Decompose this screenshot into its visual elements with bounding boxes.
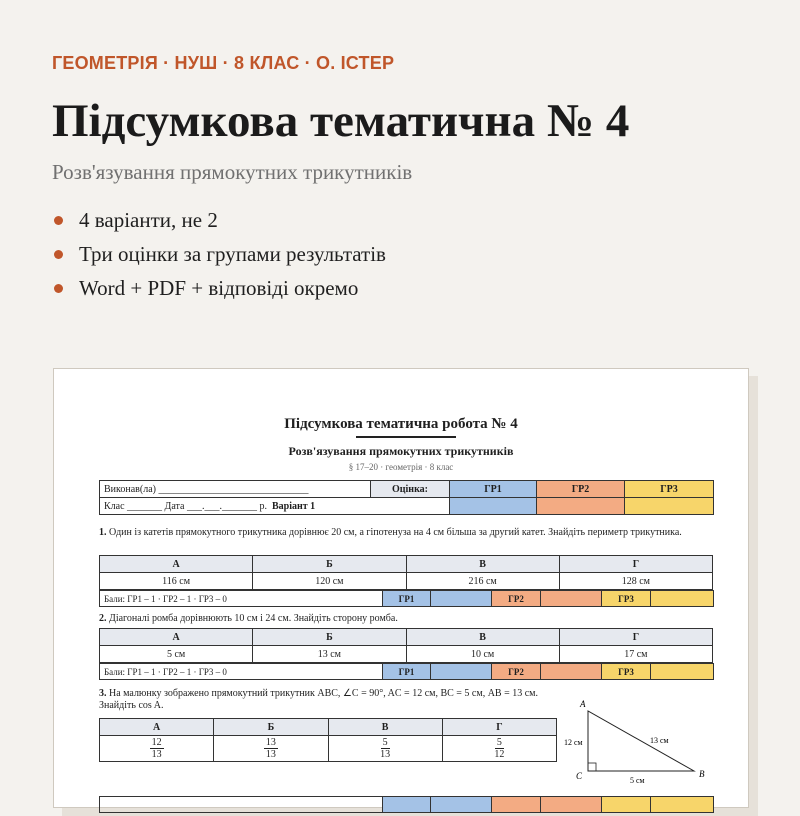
answer-cell [328,736,442,762]
triangle-figure [566,697,716,787]
answer-cell: 216 см [406,573,559,590]
answer-cell: 13 см [253,646,406,663]
document-preview [53,368,749,808]
task-number: 1. [99,527,107,538]
vertex-b-label: B [699,769,705,779]
fraction: $\frac{5}{13}$ [380,737,391,760]
task-text: На малюнку зображено прямокутний трикутник ABC, ∠C = 90°, AC = 12 см, BC = 5 см, AB = 13 см. Знайдіть cos A. [99,688,538,711]
gr1-score-cell [450,498,537,515]
option-v: В [406,556,559,573]
class-date-label: Клас _______ Дата ___.___._______ р. [104,500,267,512]
answer-cell: 116 см [100,573,253,590]
task-1-answers [99,555,713,590]
fraction: $\frac{12}{13}$ [151,737,162,760]
bullet-icon [54,216,63,225]
gr1-box [431,664,492,680]
gr3-score-cell [625,498,714,515]
task-text: Один із катетів прямокутного трикутника дорівнює 20 см, а гіпотенуза на 4 см більша за другий катет. Знайдіть периметр трикутника. [109,527,682,538]
option-g: Г [442,719,556,736]
title-underline [356,436,456,438]
grade-label: Оцінка: [371,481,450,498]
gr2-box [541,797,602,813]
score-line-empty [100,797,383,813]
feature-list [52,203,386,305]
page-kicker: ГЕОМЕТРІЯ · НУШ · 8 КЛАС · О. ІСТЕР [52,53,395,73]
answer-cell: 10 см [406,646,559,663]
gr3-box [651,591,714,607]
variant-label: Варіант 1 [271,500,316,512]
gr2-tag: ГР2 [492,591,541,607]
task-number: 2. [99,613,107,624]
gr3-tag [602,797,651,813]
gr3-box [651,797,714,813]
answer-cell: 128 см [559,573,712,590]
gr2-score-cell [537,498,625,515]
option-a: А [100,629,253,646]
option-b: Б [253,556,406,573]
answer-cell [214,736,328,762]
answer-cell: 120 см [253,573,406,590]
student-info-table [99,480,714,515]
feature-item [52,271,386,305]
gr3-header: ГР3 [625,481,714,498]
bullet-icon [54,250,63,259]
feature-label: Word + PDF + відповіді окремо [79,275,359,300]
feature-label: 4 варіанти, не 2 [79,207,218,232]
gr1-tag [383,797,431,813]
gr2-box [541,664,602,680]
task-3-answers [99,718,557,762]
task-number: 3. [99,688,107,699]
option-a: А [100,556,253,573]
option-b: Б [214,719,328,736]
gr3-tag: ГР3 [602,591,651,607]
gr1-tag: ГР1 [383,664,431,680]
gr3-box [651,664,714,680]
fraction: $\frac{13}{13}$ [265,737,276,760]
feature-item [52,237,386,271]
task-1 [99,527,713,539]
side-ac-label: 12 см [564,738,583,747]
document-subtitle: Розв'язування прямокутних трикутників [288,444,514,458]
answer-cell: 17 см [559,646,712,663]
task-2 [99,613,713,625]
score-line: Бали: ГР1 – 1 · ГР2 – 1 · ГР3 – 0 [100,664,383,680]
gr2-box [541,591,602,607]
bullet-icon [54,284,63,293]
page-title: Підсумкова тематична № 4 [52,95,630,147]
side-ab-label: 13 см [650,736,669,745]
feature-label: Три оцінки за групами результатів [79,241,386,266]
gr1-box [431,591,492,607]
task-2-score-row [99,663,714,680]
answer-cell [442,736,556,762]
gr3-tag: ГР3 [602,664,651,680]
document-title: Підсумкова тематична робота № 4 [284,416,518,432]
option-v: В [406,629,559,646]
answer-cell [100,736,214,762]
vertex-c-label: C [576,771,583,781]
task-1-score-row [99,590,714,607]
fraction: $\frac{5}{12}$ [494,737,505,760]
gr2-header: ГР2 [537,481,625,498]
task-2-answers [99,628,713,663]
vertex-a-label: A [580,699,586,709]
document-meta: § 17–20 · геометрія · 8 клас [348,462,454,472]
class-date-field [100,498,450,515]
gr1-box [431,797,492,813]
gr1-tag: ГР1 [383,591,431,607]
page-subtitle: Розв'язування прямокутних трикутників [52,160,413,184]
performed-by-field: Виконав(ла) ______________________________ [100,481,371,498]
option-a: А [100,719,214,736]
gr2-tag: ГР2 [492,664,541,680]
answer-cell: 5 см [100,646,253,663]
option-g: Г [559,629,712,646]
option-v: В [328,719,442,736]
gr1-header: ГР1 [450,481,537,498]
score-line: Бали: ГР1 – 1 · ГР2 – 1 · ГР3 – 0 [100,591,383,607]
option-g: Г [559,556,712,573]
task-3-score-row [99,796,714,813]
side-bc-label: 5 см [630,776,645,785]
feature-item [52,203,386,237]
gr2-tag [492,797,541,813]
task-text: Діагоналі ромба дорівнюють 10 см і 24 см. Знайдіть сторону ромба. [109,613,398,624]
option-b: Б [253,629,406,646]
task-3 [99,688,564,712]
